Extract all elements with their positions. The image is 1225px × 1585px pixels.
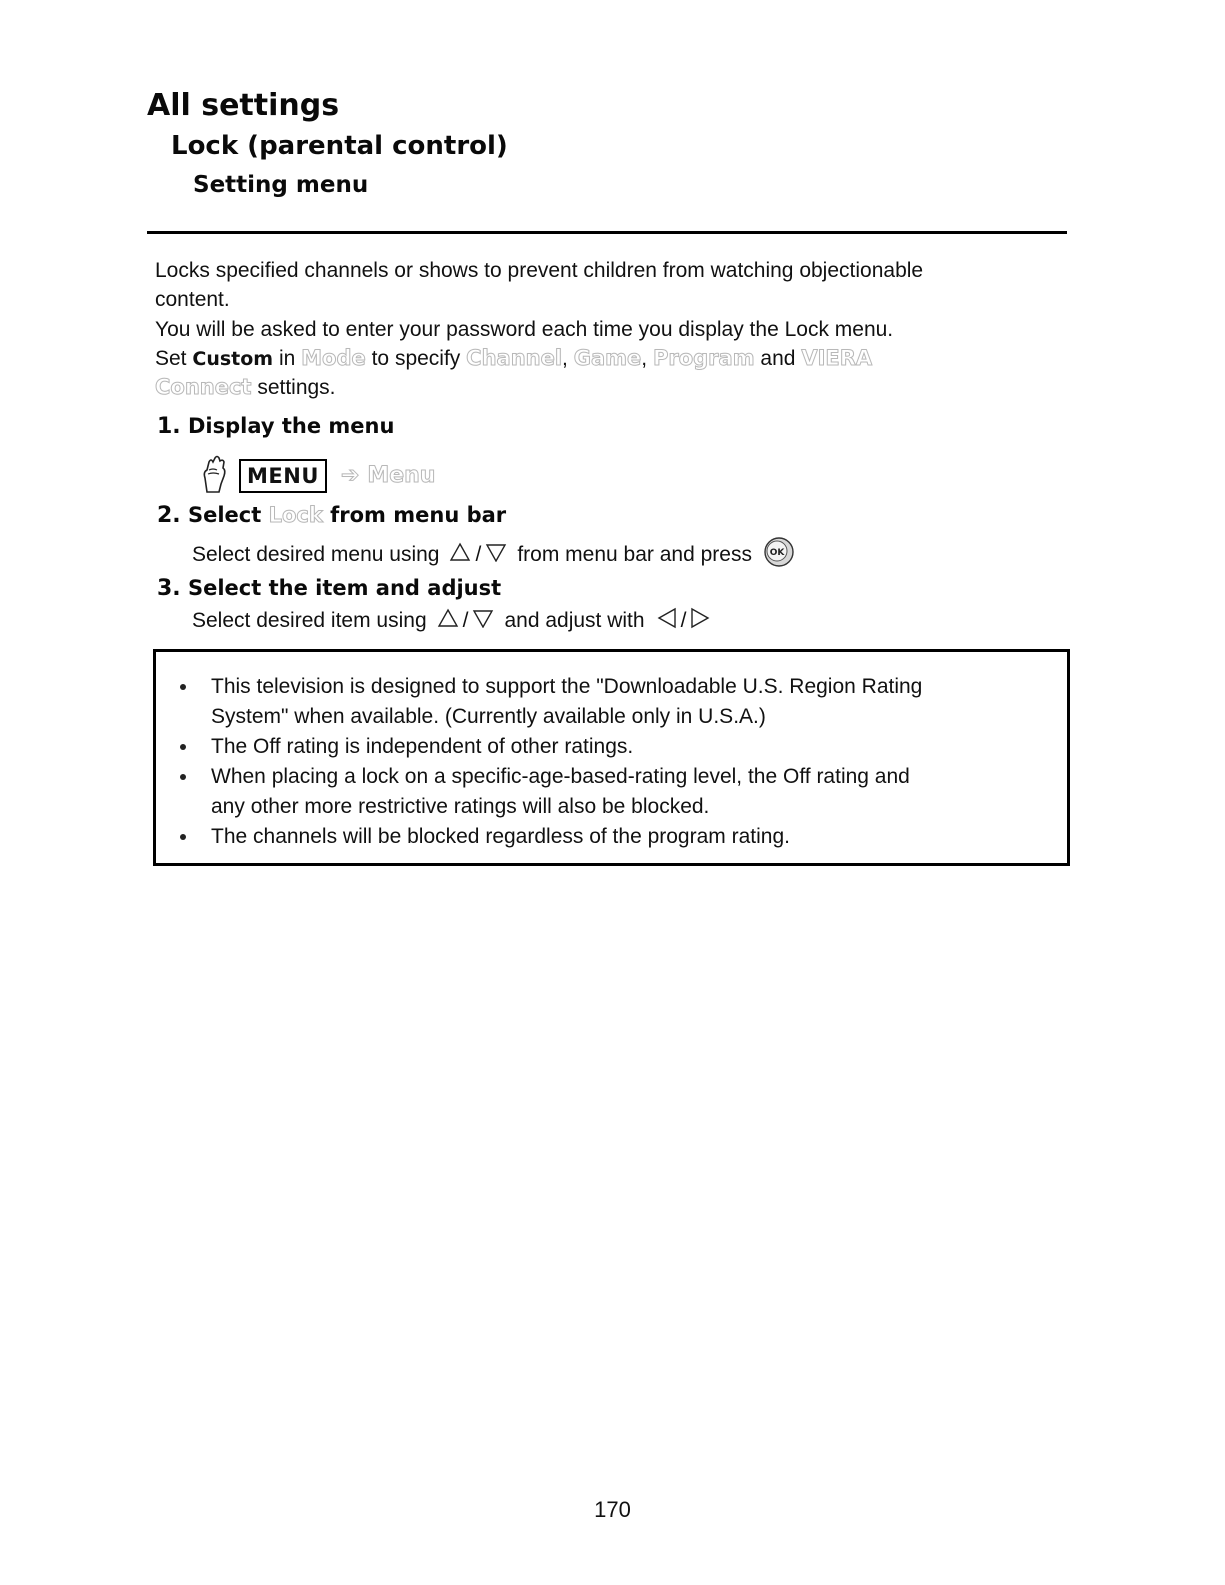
- menu-target-label: Menu: [367, 463, 436, 488]
- triangle-down-icon: [485, 542, 507, 568]
- step-title-text: Display the menu: [187, 414, 395, 438]
- remote-hand-icon: [197, 452, 231, 499]
- bullet-icon: [180, 744, 186, 750]
- step-1-title: [157, 414, 394, 439]
- intro-line-1: Locks specified channels or shows to prevent children from watching objectionable: [155, 259, 924, 282]
- menu-button[interactable]: MENU: [239, 459, 327, 493]
- intro-line-5: [155, 373, 336, 402]
- triangle-up-icon: [437, 608, 459, 634]
- page-title: All settings: [147, 88, 340, 123]
- note-line: When placing a lock on a specific-age-based-rating level, the Off rating and: [211, 765, 910, 788]
- step-body-middle: and adjust with: [504, 609, 645, 632]
- connect-menu-label: Connect: [155, 375, 252, 399]
- triangle-up-icon: [449, 542, 471, 568]
- and-text: and: [760, 347, 796, 370]
- section-title: Lock (parental control): [171, 131, 508, 161]
- step-number: 2.: [157, 503, 181, 528]
- note-line: System" when available. (Currently available only in U.S.A.): [211, 705, 766, 728]
- program-menu-label: Program: [652, 346, 755, 370]
- set-text: Set: [155, 347, 187, 370]
- step-1-menu-row: [197, 452, 435, 499]
- title-divider: [147, 231, 1067, 234]
- note-line: The channels will be blocked regardless of the program rating.: [211, 825, 790, 848]
- lock-menu-label: Lock: [268, 503, 323, 527]
- note-line: The Off rating is independent of other ratings.: [211, 735, 634, 758]
- slash: /: [462, 609, 469, 632]
- mode-menu-label: Mode: [301, 346, 366, 370]
- intro-line-4: [155, 344, 872, 374]
- slash: /: [475, 543, 482, 566]
- step-title-suffix: from menu bar: [330, 503, 507, 527]
- note-item: [180, 762, 1060, 822]
- note-line: This television is designed to support the "Downloadable U.S. Region Rating: [211, 675, 923, 698]
- step-number: 1.: [157, 414, 181, 439]
- page-number: 170: [594, 1497, 631, 1522]
- custom-text: Custom: [192, 348, 274, 370]
- step-2-title: [157, 503, 506, 528]
- viera-menu-label: VIERA: [801, 346, 873, 370]
- game-menu-label: Game: [573, 346, 642, 370]
- channel-menu-label: Channel: [466, 346, 563, 370]
- note-item: [180, 732, 1060, 762]
- intro-line-2: content.: [155, 288, 230, 311]
- arrow-right-icon: ➔: [340, 463, 360, 488]
- step-number: 3.: [157, 576, 181, 601]
- subsection-title: Setting menu: [193, 172, 369, 198]
- triangle-right-icon: [690, 607, 710, 635]
- triangle-left-icon: [657, 607, 677, 635]
- slash: /: [680, 609, 687, 632]
- settings-text: settings.: [257, 376, 336, 399]
- ok-label: OK: [769, 548, 785, 558]
- step-title-text: Select the item and adjust: [187, 576, 502, 600]
- step-body-prefix: Select desired item using: [192, 609, 427, 632]
- note-item: [180, 672, 1060, 732]
- notes-box: [153, 649, 1070, 866]
- note-item: [180, 822, 1060, 852]
- step-title-prefix: Select: [187, 503, 262, 527]
- bullet-icon: [180, 774, 186, 780]
- comma: ,: [562, 347, 568, 370]
- bullet-icon: [180, 834, 186, 840]
- triangle-down-icon: [472, 608, 494, 634]
- to-specify-text: to specify: [371, 347, 461, 370]
- in-text: in: [278, 347, 296, 370]
- note-line: any other more restrictive ratings will also be blocked.: [211, 795, 710, 818]
- ok-button-icon: [762, 536, 796, 574]
- comma: ,: [641, 347, 648, 370]
- step-3-body: [192, 607, 710, 635]
- step-body-suffix: from menu bar and press: [517, 543, 752, 566]
- step-body-prefix: Select desired menu using: [192, 543, 440, 566]
- step-3-title: [157, 576, 501, 601]
- intro-line-3: You will be asked to enter your password each time you display the Lock menu.: [155, 318, 894, 341]
- notes-list: [180, 672, 1060, 852]
- bullet-icon: [180, 684, 186, 690]
- step-2-body: [192, 536, 796, 574]
